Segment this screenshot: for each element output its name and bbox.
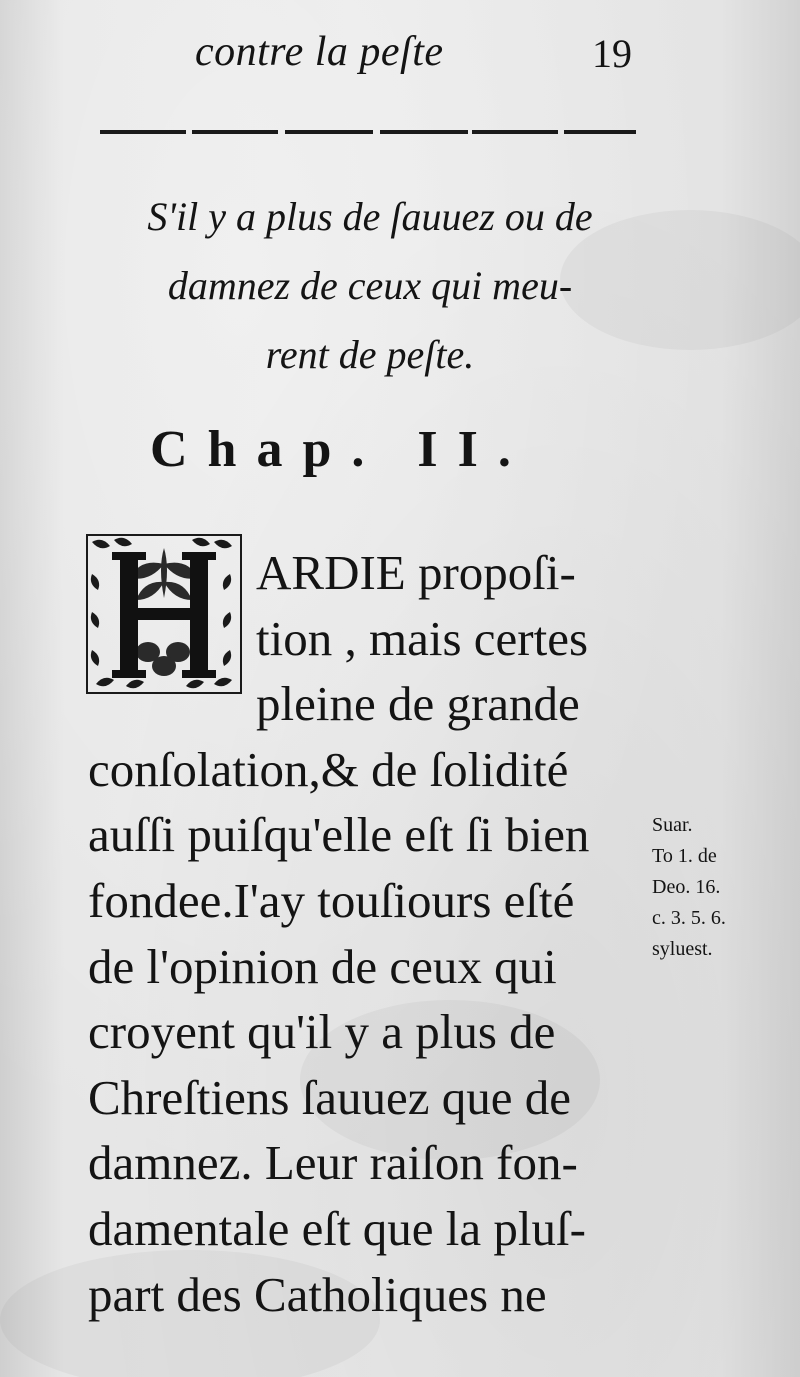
text-line: pleine de grande bbox=[256, 676, 580, 732]
text-line: damnez. Leur raiſon fon- bbox=[88, 1135, 578, 1191]
marginal-line: c. 3. 5. 6. bbox=[652, 907, 726, 929]
text-line: de l'opinion de ceux qui bbox=[88, 938, 557, 994]
title-line: damnez de ceux qui meu- bbox=[167, 263, 573, 308]
marginal-line: To 1. de bbox=[652, 845, 717, 867]
chapter-title bbox=[70, 182, 670, 389]
title-line: rent de peſte. bbox=[265, 332, 475, 377]
text-line: croyent qu'il y a plus de bbox=[88, 1004, 556, 1060]
running-head: contre la peſte bbox=[195, 29, 444, 75]
text-line: tion , mais certes bbox=[256, 610, 589, 666]
marginal-line: syluest. bbox=[652, 938, 713, 960]
text-line: damentale eſt que la pluſ- bbox=[88, 1200, 586, 1256]
header-rule bbox=[100, 130, 636, 138]
page-number: 19 bbox=[592, 31, 632, 76]
marginal-line: Deo. 16. bbox=[652, 876, 721, 898]
text-line: conſolation,& de ſolidité bbox=[88, 741, 569, 797]
text-line: fondee.I'ay touſiours eſté bbox=[88, 872, 575, 928]
text-line: ARDIE propoſi- bbox=[256, 545, 576, 600]
marginal-note bbox=[652, 810, 792, 965]
text-line: part des Catholiques ne bbox=[88, 1266, 547, 1322]
text-line: Chreſtiens ſauuez que de bbox=[88, 1069, 572, 1125]
text-line: auſſi puiſqu'elle eſt ſi bien bbox=[88, 807, 590, 863]
title-line: S'il y a plus de ſauuez ou de bbox=[147, 194, 593, 239]
chapter-heading: Chap. II. bbox=[150, 421, 531, 478]
marginal-line: Suar. bbox=[652, 814, 693, 836]
body-text bbox=[88, 540, 648, 1327]
